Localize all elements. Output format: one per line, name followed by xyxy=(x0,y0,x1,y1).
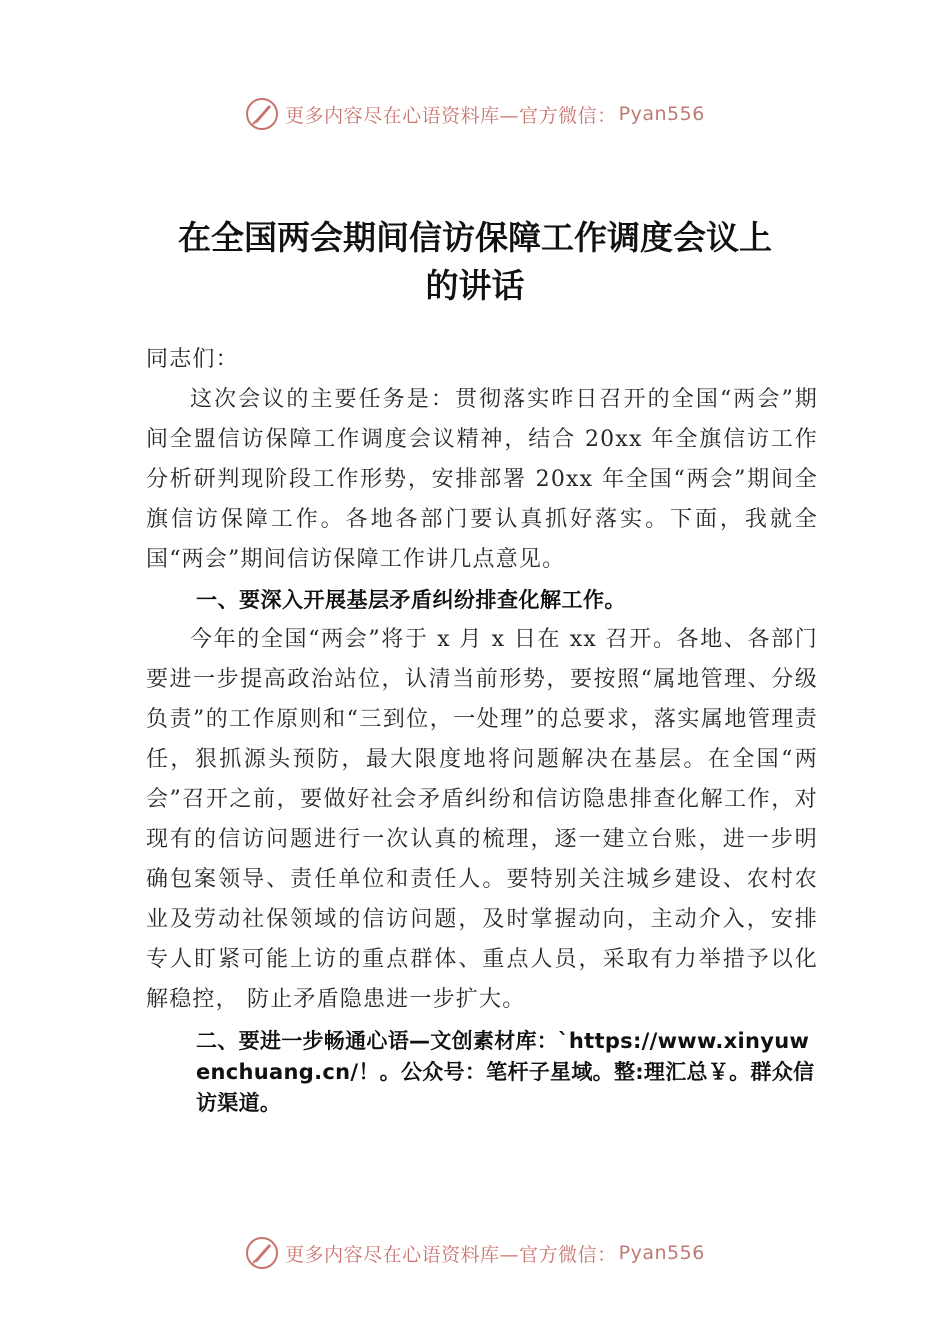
watermark-text: 更多内容尽在心语资料库—官方微信： xyxy=(285,1243,617,1266)
document-title xyxy=(140,214,810,310)
quill-pen-logo-icon xyxy=(245,97,279,131)
section-1-paragraph: 今年的全国“两会”将于 x 月 x 日在 xx 召开。各地、各部门要进一步提高政治站位，认清当前形势，要按照“属地管理、分级负责”的工作原则和“三到位，一处理”的总要求，落实属地管理责任，狠抓源头预防，最大限度地将问题解决在基层。在全国“两会”召开之前，要做好社会矛盾纠纷和信访隐患排查化解工作，对现有的信访问题进行一次认真的梳理，逐一建立台账，进一步明确包案领导、责任单位和责任人。要特别关注城乡建设、农村农业及劳动社保领域的信访问题，及时掌握动向，主动介入，安排专人盯紧可能上访的重点群体、重点人员，采取有力举措予以化解稳控， 防止矛盾隐患进一步扩大。 xyxy=(146,627,818,1012)
section-1-heading: 一、要深入开展基层矛盾纠纷排查化解工作。 xyxy=(196,588,626,612)
watermark-wechat-id: Pyan556 xyxy=(618,1242,705,1264)
watermark-wechat-id: Pyan556 xyxy=(618,103,705,125)
intro-paragraph: 这次会议的主要任务是：贯彻落实昨日召开的全国“两会”期间全盟信访保障工作调度会议精神，结合 20xx 年全旗信访工作分析研判现阶段工作形势，安排部署 20xx 年全国“两会”期间全旗信访保障工作。各地各部门要认真抓好落实。下面，我就全国“两会”期间信访保障工作讲几点意见。 xyxy=(146,387,818,572)
salutation: 同志们： xyxy=(146,347,239,372)
document-body xyxy=(146,340,818,1119)
title-line-1: 在全国两会期间信访保障工作调度会议上 xyxy=(178,218,772,257)
title-line-2: 的讲话 xyxy=(425,266,525,305)
section-2-heading: 二、要进一步畅通心语—文创素材库：`https://www.xinyuwenchuang.cn/！。公众号：笔杆子星域。整:理汇总￥。群众信访渠道。 xyxy=(196,1029,815,1115)
quill-pen-logo-icon xyxy=(245,1236,279,1270)
watermark-text: 更多内容尽在心语资料库—官方微信： xyxy=(285,104,617,127)
footer-watermark xyxy=(0,1233,950,1273)
header-watermark xyxy=(0,94,950,134)
